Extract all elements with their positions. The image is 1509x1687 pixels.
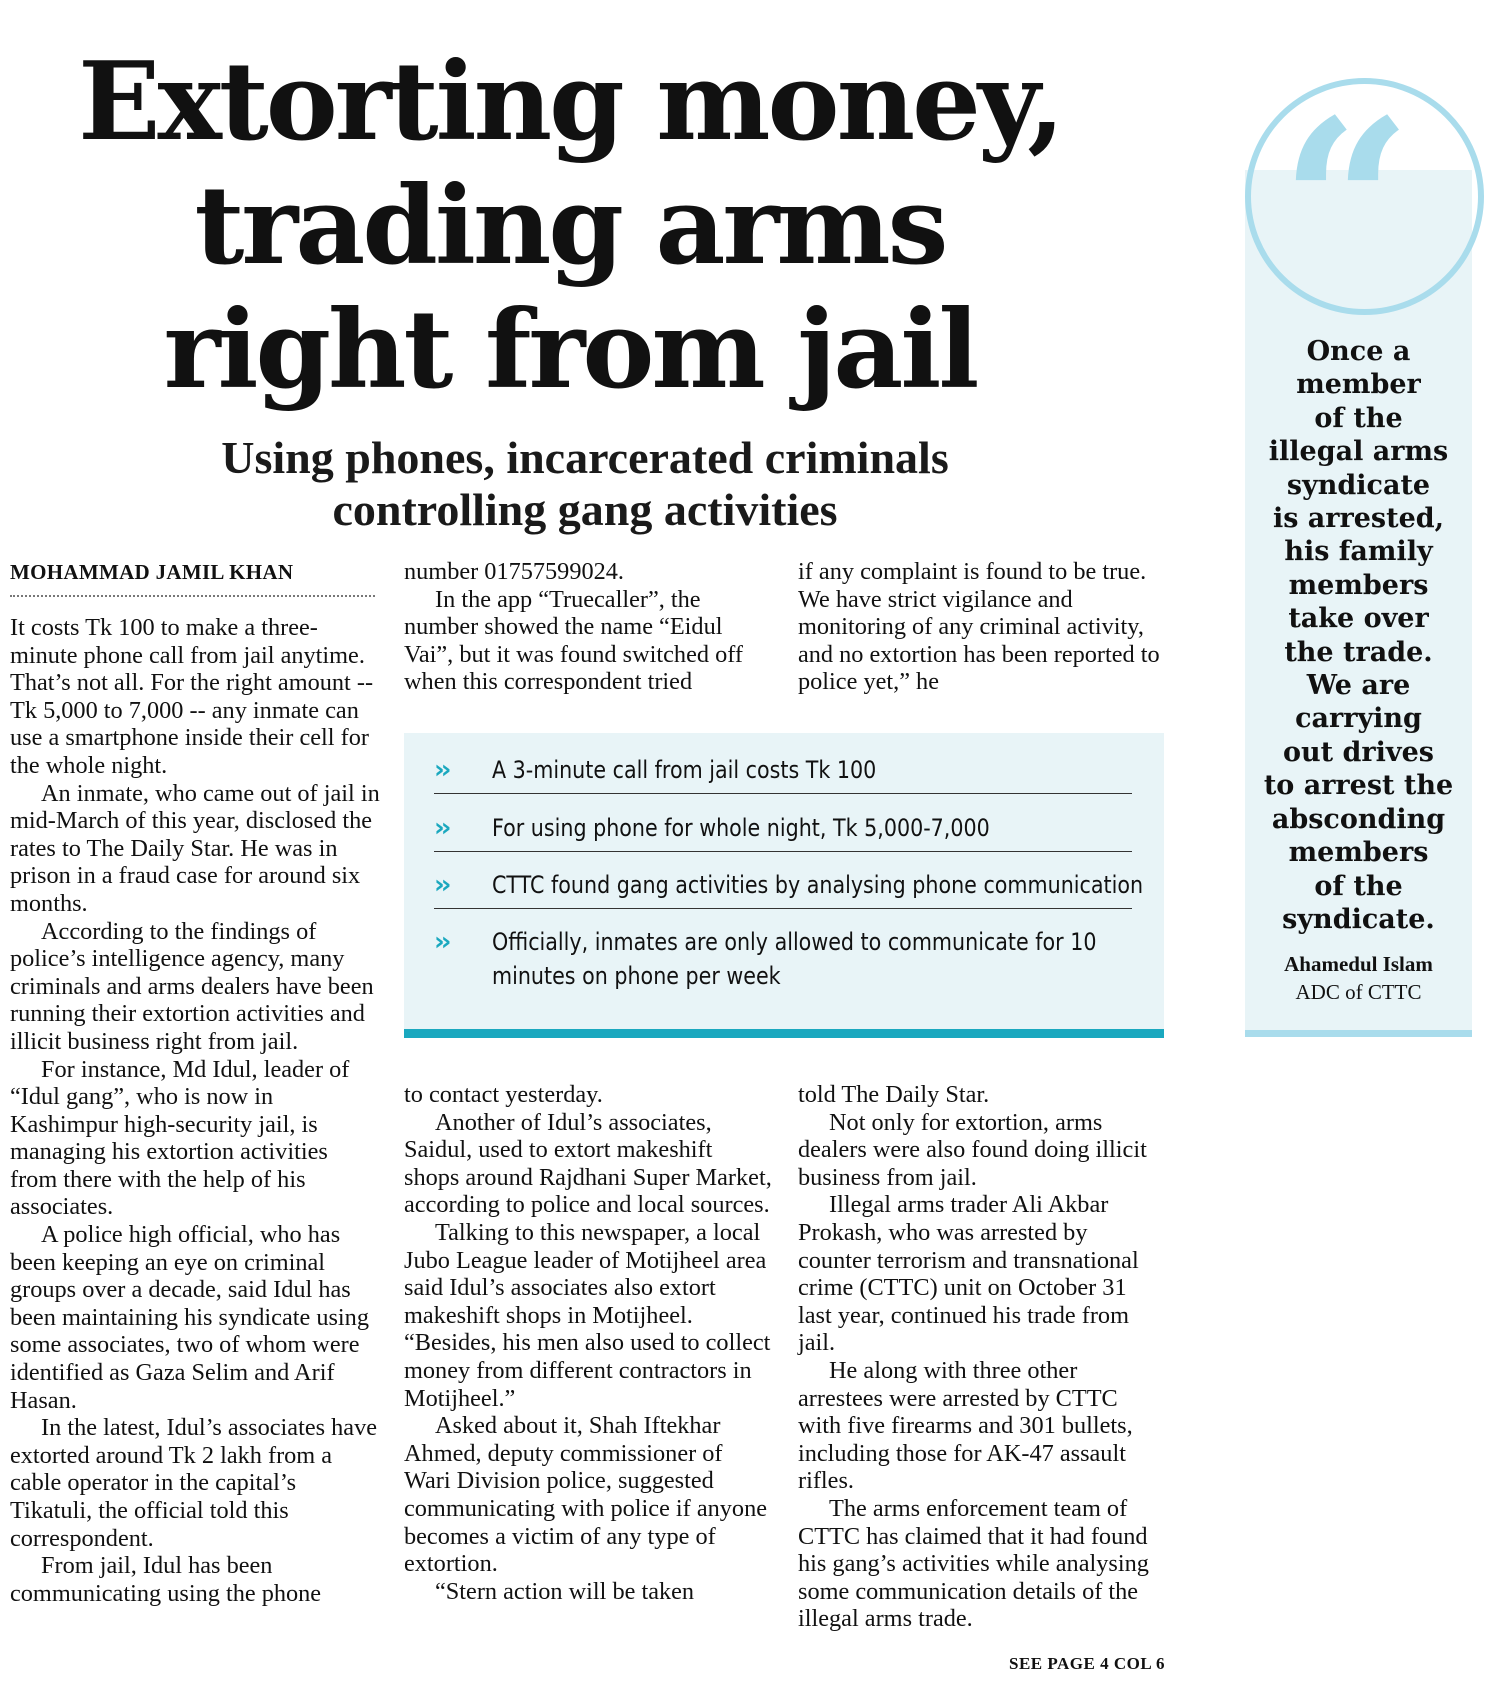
paragraph: An inmate, who came out of jail in mid-March of this year, disclosed the rates to The Daily Star. He was in prison in a fraud case for around six months. <box>10 779 380 917</box>
quote-line: of the <box>1314 402 1403 434</box>
quote-line: We are <box>1306 670 1411 702</box>
double-chevron-right-icon: ›› <box>434 870 448 900</box>
paragraph: From jail, Idul has been communicating using the phone <box>10 1552 322 1607</box>
paragraph: For instance, Md Idul, leader of “Idul gang”, who is now in Kashimpur high-security jail, is managing his extortion activities from there with the help of his associates. <box>10 1055 350 1221</box>
quote-marks-icon <box>1280 90 1412 190</box>
paragraph: According to the findings of police’s intelligence agency, many criminals and arms dealers have been running their extortion activities and illicit business right from jail. <box>10 917 374 1055</box>
subheadline-line: controlling gang activities <box>332 484 838 535</box>
quote-line: of the <box>1314 870 1403 902</box>
paragraph: Illegal arms trader Ali Akbar Prokash, who was arrested by counter terrorism and transnational crime (CTTC) unit on October 31 last year, continued his trade from jail. <box>798 1191 1139 1357</box>
quote-line: the trade. <box>1284 636 1433 668</box>
quote-line: member <box>1296 369 1421 401</box>
headline-line: Extorting money, <box>78 39 1062 165</box>
quote-line: his family <box>1284 536 1433 568</box>
quote-line: syndicate. <box>1282 903 1435 935</box>
fact-item <box>434 811 1132 852</box>
article-column-3-bottom <box>798 1081 1166 1633</box>
fact-text: A 3-minute call from jail costs Tk 100 <box>492 756 877 784</box>
fact-text: CTTC found gang activities by analysing phone communication <box>492 871 1144 899</box>
paragraph: Not only for extortion, arms dealers were also found doing illicit business from jail. <box>798 1108 1147 1191</box>
paragraph: A police high official, who has been keeping an eye on criminal groups over a decade, said Idul has been maintaining his syndicate using some associates, two of whom were identified as Gaza Selim and Arif Hasan. <box>10 1221 369 1414</box>
fact-box <box>404 733 1164 1038</box>
fact-item <box>434 753 1132 794</box>
paragraph: In the app “Truecaller”, the number showed the name “Eidul Vai”, but it was found switched off when this correspondent tried <box>404 585 743 696</box>
quote-line: to arrest the <box>1263 770 1454 802</box>
subheadline-line: Using phones, incarcerated criminals <box>221 432 949 483</box>
quote-line: members <box>1288 837 1429 869</box>
paragraph: Another of Idul’s associates, Saidul, used to extort makeshift shops around Rajdhani Super Market, according to police and local sources. <box>404 1108 772 1219</box>
quote-attribution-name: Ahamedul Islam <box>1284 952 1433 976</box>
jump-line: SEE PAGE 4 COL 6 <box>1009 1654 1165 1673</box>
paragraph: number 01757599024. <box>404 558 625 585</box>
quote-line: illegal arms <box>1268 436 1449 468</box>
article-column-2-top <box>404 558 772 696</box>
quote-line: is arrested, <box>1272 503 1445 535</box>
paragraph: “Stern action will be taken <box>435 1577 695 1605</box>
paragraph: if any complaint is found to be true. We have strict vigilance and monitoring of any criminal activity, and no extortion has been reported to police yet,” he <box>798 558 1160 696</box>
double-chevron-right-icon: ›› <box>434 755 448 785</box>
article-column-3-top <box>798 558 1166 696</box>
quote-attribution-title: ADC of CTTC <box>1295 980 1422 1004</box>
paragraph: Talking to this newspaper, a local Jubo League leader of Motijheel area said Idul’s associates also extort makeshift shops in Motijheel. “Besides, his men also used to collect money from different contractors in Motijheel.” <box>404 1218 771 1412</box>
fact-text: For using phone for whole night, Tk 5,000-7,000 <box>492 814 990 842</box>
quote-line: members <box>1288 569 1429 601</box>
double-chevron-right-icon: ›› <box>434 927 448 957</box>
paragraph: In the latest, Idul’s associates have extorted around Tk 2 lakh from a cable operator in the capital’s Tikatuli, the official told this correspondent. <box>10 1414 378 1552</box>
quote-line: carrying <box>1295 703 1422 735</box>
paragraph: Asked about it, Shah Iftekhar Ahmed, deputy commissioner of Wari Division police, suggested communicating with police if anyone becomes a victim of any type of extortion. <box>404 1412 768 1578</box>
article-column-2-bottom <box>404 1081 772 1605</box>
quote-line: take over <box>1288 603 1429 635</box>
paragraph: It costs Tk 100 to make a three-minute phone call from jail anytime. That’s not all. For the right amount -- Tk 5,000 to 7,000 -- any inmate can use a smartphone inside their cell for the whole night. <box>10 614 374 779</box>
article-column-1 <box>10 614 380 1607</box>
double-chevron-right-icon: ›› <box>434 813 448 843</box>
quote-line: syndicate <box>1286 469 1431 501</box>
headline-line: trading arms <box>194 163 946 289</box>
headline-line: right from jail <box>163 287 977 413</box>
quote-line: out drives <box>1283 736 1434 768</box>
paragraph: told The Daily Star. <box>798 1081 990 1108</box>
fact-item-continued <box>434 959 1132 993</box>
quote-line: absconding <box>1271 803 1446 835</box>
fact-item <box>434 925 1132 959</box>
paragraph: The arms enforcement team of CTTC has claimed that it had found his gang’s activities while analysing some communication details of the illegal arms trade. <box>798 1494 1149 1633</box>
pull-quote-text <box>1245 335 1472 936</box>
quote-line: Once a <box>1306 336 1411 367</box>
paragraph: He along with three other arrestees were arrested by CTTC with five firearms and 301 bullets, including those for AK-47 assault rifles. <box>798 1356 1133 1495</box>
byline: MOHAMMAD JAMIL KHAN <box>10 560 375 597</box>
subheadline <box>160 432 1010 536</box>
fact-text: Officially, inmates are only allowed to communicate for 10 <box>492 928 1097 956</box>
headline <box>30 40 1110 412</box>
fact-text: minutes on phone per week <box>492 962 781 990</box>
paragraph: to contact yesterday. <box>404 1081 603 1108</box>
fact-item <box>434 868 1144 909</box>
